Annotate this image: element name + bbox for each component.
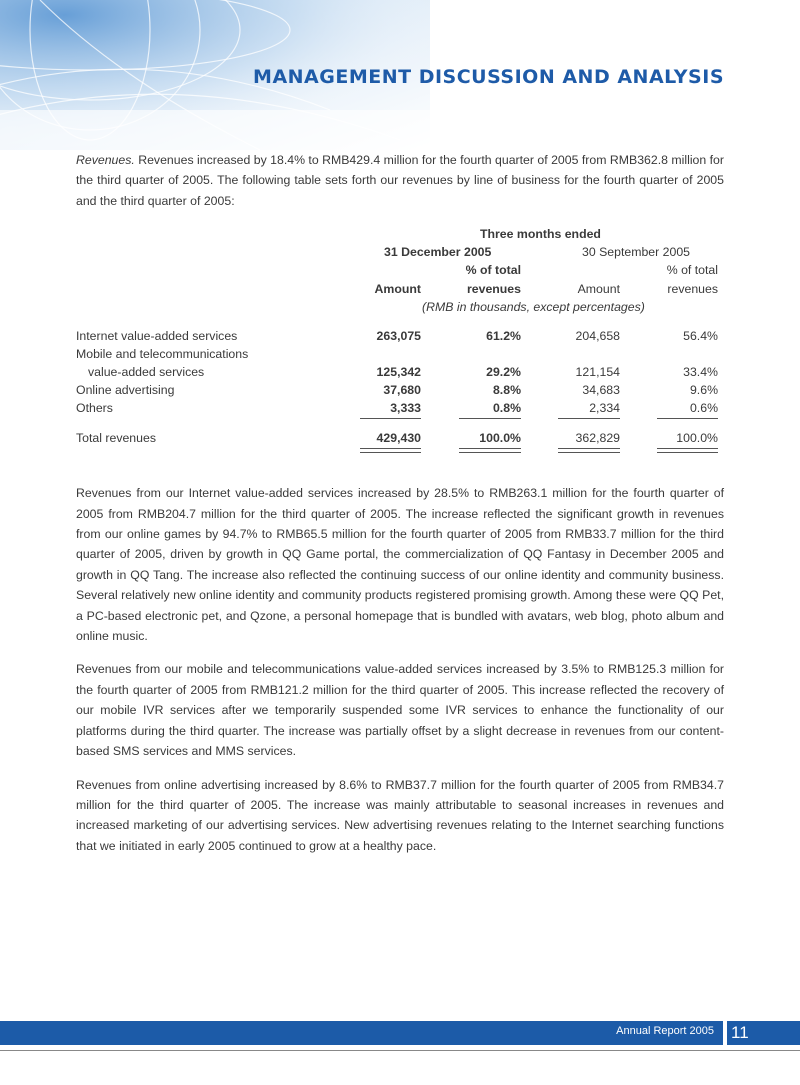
row-label: Mobile and telecommunications [76,347,249,362]
q3-pct: 56.4% [683,329,718,344]
page-title: MANAGEMENT DISCUSSION AND ANALYSIS [253,66,724,88]
q3-amount-header: Amount [577,282,620,297]
q4-pct-header-2: revenues [466,282,521,297]
paragraph-online-advertising: Revenues from online advertising increased by 8.6% to RMB37.7 million for the fourth quarter of 2005 from RMB34.7 million for the third quarter of 2005. The increase was mainly attributable to seasonal increases in revenues and increased marketing of our advertising services. New advertising revenues relating to the Internet searching functions that we initiated in early 2005 continued to grow at a healthy pace. [76,777,724,853]
page-number: 11 [731,1023,749,1042]
subtotal-rule [657,418,718,419]
units-note: (RMB in thousands, except percentages) [422,300,645,315]
q4-pct: 8.8% [492,383,521,398]
total-q3-pct: 100.0% [676,431,718,446]
table-period-header: Three months ended [480,227,601,242]
q3-amount: 121,154 [575,365,620,380]
footer-report-label: Annual Report 2005 [616,1025,714,1037]
total-q3-amount: 362,829 [575,431,620,446]
q3-pct-header-1: % of total [666,263,718,278]
footer-separator [723,1021,727,1045]
total-double-rule [657,448,718,453]
q3-amount: 34,683 [582,383,620,398]
q4-amount: 125,342 [376,365,421,380]
q3-pct: 33.4% [683,365,718,380]
q4-pct-header-1: % of total [465,263,521,278]
total-double-rule [360,448,421,453]
subtotal-rule [558,418,620,419]
total-double-rule [558,448,620,453]
row-label: Others [76,401,113,416]
q4-pct: 29.2% [486,365,521,380]
revenue-table [76,224,724,471]
footer-rule [0,1050,800,1051]
paragraph-internet-vas: Revenues from our Internet value-added services increased by 28.5% to RMB263.1 million for the fourth quarter of 2005 from RMB204.7 million for the third quarter of 2005. The increase reflected the significant growth in revenues from our online games by 94.7% to RMB65.5 million for the fourth quarter of 2005 from RMB33.7 million for the third quarter of 2005, driven by growth in QQ Game portal, the commercialization of QQ Fantasy in December 2005 and growth in QQ Tang. The increase also reflected the continuing success of our online identity and community business. Several relatively new online identity and community products registered promising growth. Among these were QQ Pet, a PC-based electronic pet, and Qzone, a personal homepage that is bundled with avatars, web blog, photo album and online music. [76,486,724,644]
intro-lead: Revenues. [76,153,135,167]
q4-pct: 0.8% [492,401,521,416]
q4-amount: 263,075 [376,329,421,344]
main-content [76,150,724,869]
total-q4-amount: 429,430 [376,431,421,446]
subtotal-rule [360,418,421,419]
intro-paragraph [76,150,724,211]
total-q4-pct: 100.0% [479,431,521,446]
q4-amount-header: Amount [374,282,421,297]
q3-pct: 9.6% [689,383,718,398]
q4-amount: 37,680 [383,383,421,398]
row-label: Online advertising [76,383,175,398]
row-label: Internet value-added services [76,329,238,344]
intro-text: Revenues increased by 18.4% to RMB429.4 million for the fourth quarter of 2005 from RMB362.8 million for the third quarter of 2005. The following table sets forth our revenues by line of business for the fourth quarter of 2005 and the third quarter of 2005: [76,153,724,208]
q3-pct-header-2: revenues [667,282,718,297]
q4-pct: 61.2% [486,329,521,344]
col-header-q4: 31 December 2005 [384,245,492,260]
total-double-rule [459,448,521,453]
q3-pct: 0.6% [689,401,718,416]
q3-amount: 204,658 [575,329,620,344]
paragraph-mobile-vas: Revenues from our mobile and telecommunications value-added services increased by 3.5% to RMB125.3 million for the fourth quarter of 2005 from RMB121.2 million for the third quarter of 2005. This increase reflected the recovery of our mobile IVR services after we temporarily suspended some IVR services to enhance the functionality of our platforms during the third quarter. The increase was partially offset by a slight decrease in revenues from our content-based SMS services and MMS services. [76,662,724,759]
row-label-cont: value-added services [88,365,205,380]
q3-amount: 2,334 [589,401,620,416]
total-label: Total revenues [76,431,156,446]
q4-amount: 3,333 [390,401,421,416]
subtotal-rule [459,418,521,419]
col-header-q3: 30 September 2005 [582,245,691,260]
